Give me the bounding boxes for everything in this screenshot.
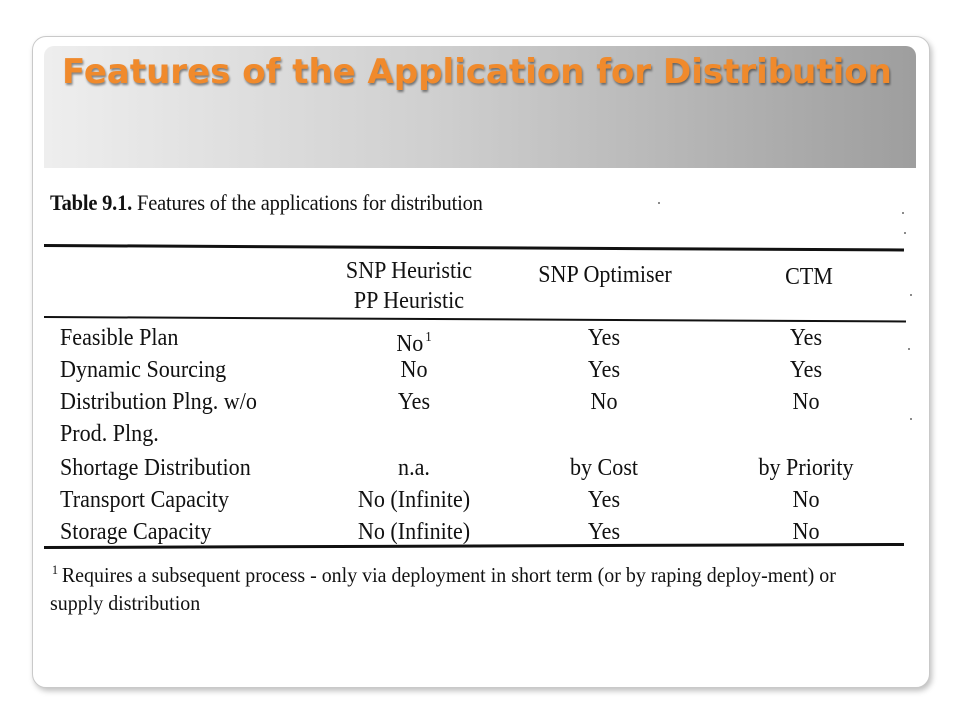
scanned-table-image [44,168,916,620]
cell-value: Yes [789,357,823,383]
scan-speck [908,348,910,350]
table-footnote [50,556,863,617]
table-row [44,386,904,418]
column-header-line: CTM [785,264,833,290]
column-header-line: SNP Optimiser [538,262,672,288]
column-header-snp-heuristic [312,256,505,316]
cell-value: Yes [789,325,823,351]
scan-speck [904,232,906,234]
cell-value: No [400,357,428,383]
slide-title: Features of the Application for Distribution [62,52,892,92]
table-top-rule [44,244,904,252]
table-row [44,354,904,386]
table-row [44,452,904,484]
table-row [44,418,904,450]
footnote-marker: 1 [51,562,59,577]
cell-value: Yes [587,487,621,513]
scan-speck [910,418,912,420]
cell-value: No [792,487,820,513]
row-label: Distribution Plng. w/o [60,389,257,415]
table-caption-text: Features of the applications for distribution [137,190,483,215]
cell-value: Yes [587,357,621,383]
cell-value: No [792,389,820,415]
cell-value: n.a. [398,455,430,481]
row-label: Storage Capacity [60,519,212,545]
scan-speck [902,212,904,214]
table-caption [50,190,483,216]
row-label: Transport Capacity [60,487,230,513]
cell-value: No (Infinite) [357,519,471,545]
cell-value: No [590,389,618,415]
cell-value: Yes [397,389,431,415]
cell-text: No [396,331,424,357]
column-header-line: SNP Heuristic [345,258,473,284]
cell-value: No (Infinite) [357,487,471,513]
footnote-ref: 1 [425,330,432,345]
cell-value: by Cost [569,455,639,481]
cell-value: No [792,519,820,545]
scan-speck [910,294,912,296]
column-header-snp-optimiser [518,260,693,290]
table-row [44,322,904,357]
row-label: Shortage Distribution [60,455,251,481]
row-label: Prod. Plng. [60,421,159,447]
row-label: Dynamic Sourcing [60,357,227,383]
cell-value: Yes [587,519,621,545]
column-header-line: PP Heuristic [353,288,465,314]
scan-speck [658,202,660,204]
row-label: Feasible Plan [60,325,179,351]
cell-value: by Priority [758,455,854,481]
footnote-text: Requires a subsequent process - only via deployment in short term (or by raping deploy-ment) or supply distribution [50,563,836,615]
table-row [44,484,904,516]
column-header-ctm [740,262,878,292]
table-caption-label: Table 9.1. [50,190,133,215]
cell-value: Yes [587,325,621,351]
